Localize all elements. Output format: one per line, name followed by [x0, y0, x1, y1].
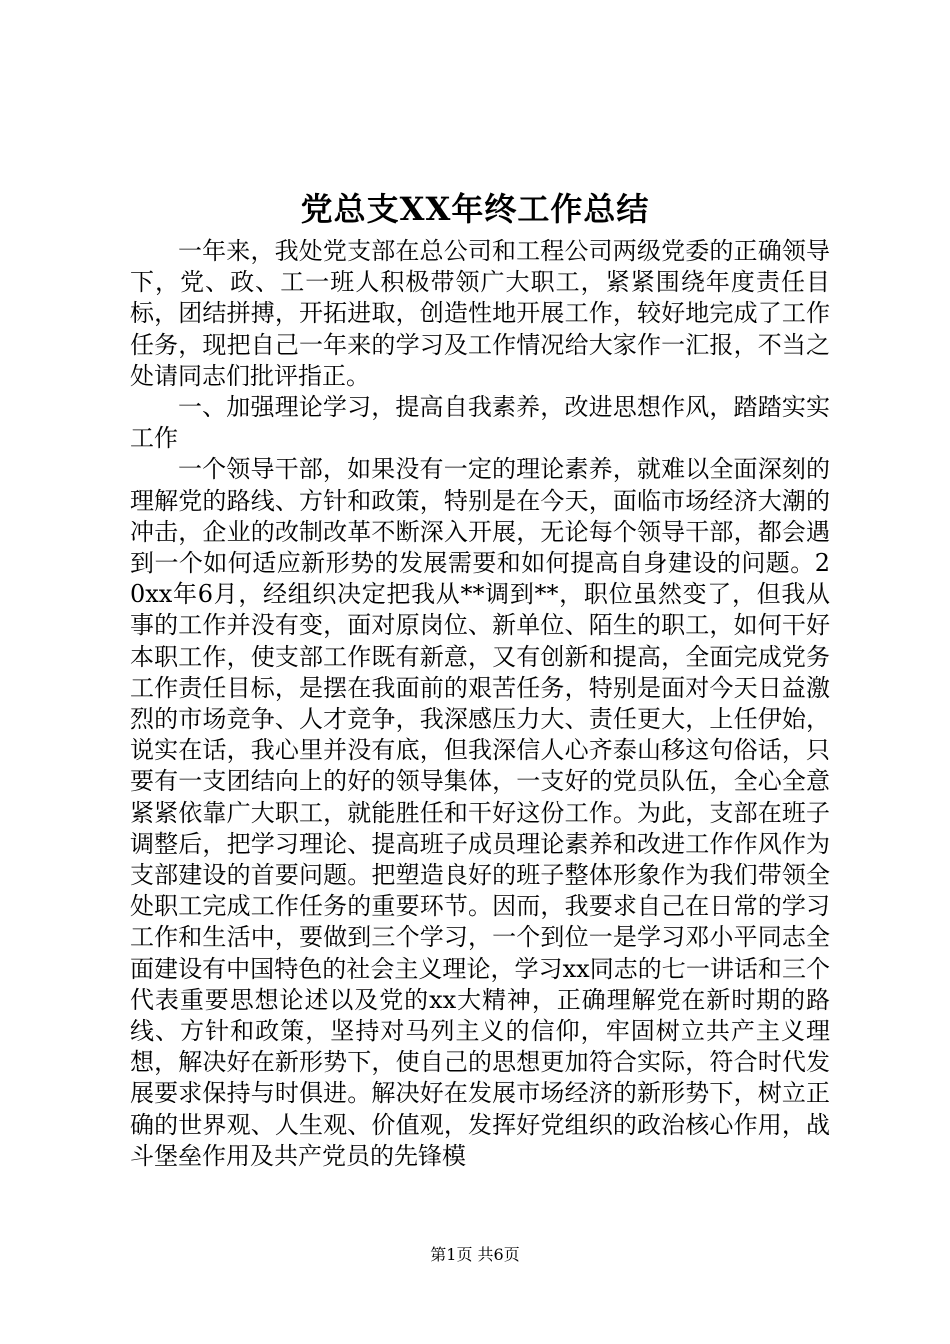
page-number-footer: 第1页 共6页 — [430, 1245, 520, 1264]
section-heading-1: 一、加强理论学习，提高自我素养，改进思想作风，踏踏实实工作 — [130, 393, 830, 453]
paragraph-intro: 一年来，我处党支部在总公司和工程公司两级党委的正确领导下，党、政、工一班人积极带领广大职工，紧紧围绕年度责任目标，团结拼搏，开拓进取，创造性地开展工作，较好地完成了工作任务，现把自己一年来的学习及工作情况给大家作一汇报，不当之处请同志们批评指正。 — [130, 237, 830, 390]
paragraph-section-1: 一个领导干部，如果没有一定的理论素养，就难以全面深刻的理解党的路线、方针和政策，特别是在今天，面临市场经济大潮的冲击，企业的改制改革不断深入开展，无论每个领导干部，都会遇到一个如何适应新形势的发展需要和如何提高自身建设的问题。20xx年6月，经组织决定把我从**调到**，职位虽然变了，但我从事的工作并没有变，面对原岗位、新单位、陌生的职工，如何干好本职工作，使支部工作既有新意，又有创新和提高，全面完成党务工作责任目标，是摆在我面前的艰苦任务，特别是面对今天日益激烈的市场竞争、人才竞争，我深感压力大、责任更大，上任伊始，说实在话，我心里并没有底，但我深信人心齐泰山移这句俗话，只要有一支团结向上的好的领导集体，一支好的党员队伍，全心全意紧紧依靠广大职工，就能胜任和干好这份工作。为此，支部在班子调整后，把学习理论、提高班子成员理论素养和改进工作作风作为支部建设的首要问题。把塑造良好的班子整体形象作为我们带领全处职工完成工作任务的重要环节。因而，我要求自己在日常的学习工作和生活中，要做到三个学习，一个到位一是学习邓小平同志全面建设有中国特色的社会主义理论，学习xx同志的七一讲话和三个代表重要思想论述以及党的xx大精神，正确理解党在新时期的路线、方针和政策，坚持对马列主义的信仰，牢固树立共产主义理想，解决好在新形势下，使自己的思想更加符合实际，符合时代发展要求保持与时俱进。解决好在发展市场经济的新形势下，树立正确的世界观、人生观、价值观，发挥好党组织的政治核心作用，战斗堡垒作用及共产党员的先锋模 — [130, 455, 830, 1170]
document-title: 党总支XX年终工作总结 — [300, 190, 650, 228]
document-body — [130, 236, 830, 1172]
